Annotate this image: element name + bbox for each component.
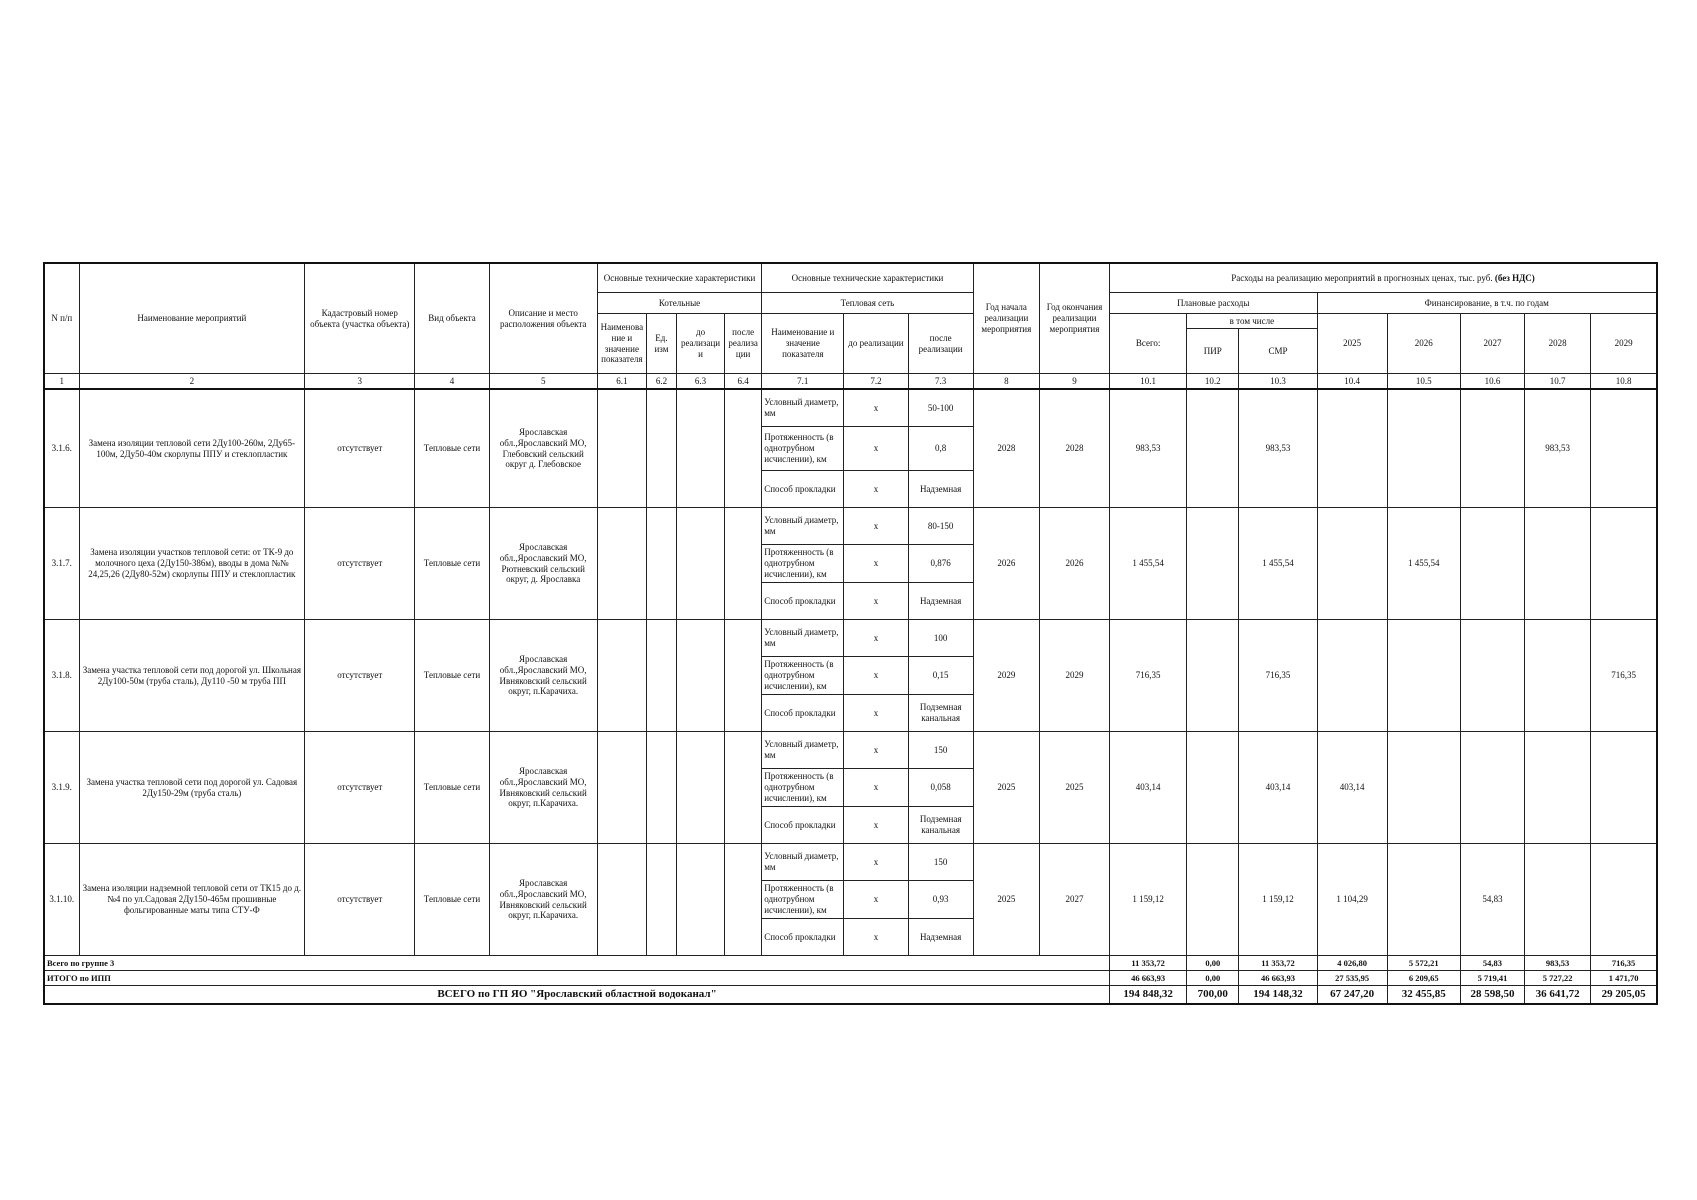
network-indicator: Способ прокладки [762,583,844,620]
total-cell: 67 247,20 [1317,986,1387,1005]
cost-2027 [1460,389,1524,508]
network-indicator: Условный диаметр, мм [762,508,844,545]
total-cell: 5 572,21 [1387,956,1460,971]
column-number: 4 [415,374,489,390]
boiler-unit [646,508,676,620]
column-number: 10.7 [1525,374,1591,390]
table-body [44,389,1657,956]
object-description: Ярославская обл.,Ярославский МО, Глебовский сельский округ д. Глебовское [489,389,597,508]
header-planned: Плановые расходы [1110,293,1318,314]
network-before: х [844,695,908,732]
measure-name: Замена участка тепловой сети под дорогой ул. Школьная 2Ду100-50м (труба сталь), Ду110 -50 м труба ПП [79,620,305,732]
boiler-unit [646,732,676,844]
table-row [44,389,1657,427]
header-tech-boilers: Основные технические характеристики [597,263,761,293]
column-number: 5 [489,374,597,390]
column-number: 1 [44,374,79,390]
network-before: х [844,471,908,508]
cost-2029 [1591,389,1657,508]
header-b-after: после реализа ции [725,314,762,374]
boiler-after [725,844,762,956]
header-total: Всего: [1110,314,1187,374]
table-row [44,620,1657,657]
cost-2029 [1591,844,1657,956]
cadastre-number: отсутствует [305,389,415,508]
boiler-before [676,508,724,620]
network-after: 0,8 [908,427,973,471]
cost-smr: 716,35 [1239,620,1317,732]
header-costs [1110,263,1657,293]
cost-total: 1 455,54 [1110,508,1187,620]
total-label: Всего по группе 3 [44,956,1110,971]
header-n-name: Наименование и значение показателя [762,314,844,374]
cost-smr: 1 455,54 [1239,508,1317,620]
year-end: 2029 [1039,620,1109,732]
column-number: 9 [1039,374,1109,390]
column-number: 7.1 [762,374,844,390]
boiler-indicator [597,732,646,844]
total-cell: 36 641,72 [1525,986,1591,1005]
network-indicator: Протяженность (в однотрубном исчислении), км [762,427,844,471]
total-cell: 54,83 [1460,956,1524,971]
network-indicator: Протяженность (в однотрубном исчислении), км [762,769,844,807]
network-before: х [844,881,908,919]
column-number: 8 [973,374,1039,390]
column-number: 6.3 [676,374,724,390]
year-start: 2029 [973,620,1039,732]
header-smr: СМР [1239,329,1317,374]
cost-2027 [1460,508,1524,620]
totals-body [44,956,1657,1005]
network-after: Надземная [908,919,973,956]
network-after: Надземная [908,471,973,508]
year-start: 2026 [973,508,1039,620]
cost-pir [1187,508,1239,620]
network-before: х [844,657,908,695]
cost-2026 [1387,620,1460,732]
column-number: 10.3 [1239,374,1317,390]
boiler-indicator [597,389,646,508]
row-number: 3.1.7. [44,508,79,620]
cost-2029 [1591,732,1657,844]
header-incl: в том числе [1187,314,1317,329]
total-cell: 5 719,41 [1460,971,1524,986]
network-indicator: Условный диаметр, мм [762,844,844,881]
total-cell: 46 663,93 [1239,971,1317,986]
network-after: 150 [908,844,973,881]
investment-program-sheet [43,262,1658,1005]
network-indicator: Протяженность (в однотрубном исчислении), км [762,545,844,583]
total-cell: 983,53 [1525,956,1591,971]
header-b-name: Наименова ние и значение показателя [597,314,646,374]
year-end: 2027 [1039,844,1109,956]
header-n-before: до реализации [844,314,908,374]
column-number: 10.4 [1317,374,1387,390]
header-y2029: 2029 [1591,314,1657,374]
network-indicator: Способ прокладки [762,695,844,732]
header-descr: Описание и место расположения объекта [489,263,597,374]
boiler-after [725,389,762,508]
cost-total: 716,35 [1110,620,1187,732]
network-indicator: Условный диаметр, мм [762,389,844,427]
measures-table [43,262,1658,1005]
header-costs-text: Расходы на реализацию мероприятий в прогнозных ценах, тыс. руб. [1231,272,1493,283]
cost-2025 [1317,389,1387,508]
total-cell: 11 353,72 [1239,956,1317,971]
network-indicator: Условный диаметр, мм [762,620,844,657]
boiler-after [725,732,762,844]
header-year-start: Год начала реализации мероприятия [973,263,1039,374]
column-number: 7.3 [908,374,973,390]
column-number: 10.5 [1387,374,1460,390]
column-number: 6.4 [725,374,762,390]
object-kind: Тепловые сети [415,620,489,732]
header-boilers: Котельные [597,293,761,314]
cost-2028 [1525,508,1591,620]
network-indicator: Протяженность (в однотрубном исчислении), км [762,657,844,695]
total-cell: 32 455,85 [1387,986,1460,1005]
table-header [44,263,1657,389]
column-number: 2 [79,374,305,390]
total-cell: 4 026,80 [1317,956,1387,971]
year-start: 2025 [973,844,1039,956]
object-kind: Тепловые сети [415,732,489,844]
cadastre-number: отсутствует [305,732,415,844]
total-cell: 1 471,70 [1591,971,1657,986]
column-number: 10.6 [1460,374,1524,390]
header-pir: ПИР [1187,329,1239,374]
header-year-end: Год окончания реализации мероприятия [1039,263,1109,374]
total-cell: 6 209,65 [1387,971,1460,986]
table-row [44,732,1657,769]
year-start: 2028 [973,389,1039,508]
network-indicator: Условный диаметр, мм [762,732,844,769]
cadastre-number: отсутствует [305,508,415,620]
total-cell: 194 148,32 [1239,986,1317,1005]
measure-name: Замена изоляции надземной тепловой сети от ТК15 до д.№4 по ул.Садовая 2Ду150-465м прошивные фольгированные маты типа СТУ-Ф [79,844,305,956]
header-tech-network: Основные технические характеристики [762,263,974,293]
cost-pir [1187,732,1239,844]
cost-2027 [1460,732,1524,844]
row-number: 3.1.10. [44,844,79,956]
total-cell: 46 663,93 [1110,971,1187,986]
header-b-unit: Ед. изм [646,314,676,374]
year-end: 2026 [1039,508,1109,620]
grand-total-label: ВСЕГО по ГП ЯО "Ярославский областной водоканал" [44,986,1110,1005]
network-before: х [844,389,908,427]
cadastre-number: отсутствует [305,620,415,732]
boiler-indicator [597,844,646,956]
total-cell: 194 848,32 [1110,986,1187,1005]
boiler-after [725,620,762,732]
total-cell: 700,00 [1187,986,1239,1005]
header-network: Тепловая сеть [762,293,974,314]
network-after: 0,876 [908,545,973,583]
column-numbers-row [44,374,1657,390]
network-before: х [844,769,908,807]
table-row [44,508,1657,545]
total-cell: 28 598,50 [1460,986,1524,1005]
cost-2026 [1387,732,1460,844]
total-row-ipp [44,971,1657,986]
header-name: Наименование мероприятий [79,263,305,374]
object-description: Ярославская обл.,Ярославский МО, Ивняковский сельский округ, п.Карачиха. [489,844,597,956]
boiler-before [676,844,724,956]
cost-2025 [1317,508,1387,620]
total-cell: 5 727,22 [1525,971,1591,986]
cost-smr: 1 159,12 [1239,844,1317,956]
cost-smr: 983,53 [1239,389,1317,508]
cost-2025: 403,14 [1317,732,1387,844]
total-label: ИТОГО по ИПП [44,971,1110,986]
column-number: 10.2 [1187,374,1239,390]
cost-smr: 403,14 [1239,732,1317,844]
network-before: х [844,508,908,545]
cost-2028: 983,53 [1525,389,1591,508]
network-after: Подземная канальная [908,807,973,844]
total-row-group3 [44,956,1657,971]
header-y2026: 2026 [1387,314,1460,374]
cost-2025 [1317,620,1387,732]
boiler-unit [646,844,676,956]
network-after: 150 [908,732,973,769]
cost-2026 [1387,844,1460,956]
cadastre-number: отсутствует [305,844,415,956]
total-cell: 716,35 [1591,956,1657,971]
network-after: 0,15 [908,657,973,695]
column-number: 3 [305,374,415,390]
network-indicator: Способ прокладки [762,471,844,508]
object-description: Ярославская обл.,Ярославский МО, Рютневский сельский округ, д. Ярославка [489,508,597,620]
header-financing: Финансирование, в т.ч. по годам [1317,293,1657,314]
boiler-unit [646,620,676,732]
network-after: 50-100 [908,389,973,427]
total-cell: 0,00 [1187,971,1239,986]
network-after: 80-150 [908,508,973,545]
cost-total: 403,14 [1110,732,1187,844]
header-n-after: после реализации [908,314,973,374]
network-indicator: Способ прокладки [762,807,844,844]
network-before: х [844,844,908,881]
cost-2026: 1 455,54 [1387,508,1460,620]
object-description: Ярославская обл.,Ярославский МО, Ивняковский сельский округ, п.Карачиха. [489,620,597,732]
header-y2027: 2027 [1460,314,1524,374]
network-before: х [844,732,908,769]
cost-2029 [1591,508,1657,620]
column-number: 10.1 [1110,374,1187,390]
cost-pir [1187,389,1239,508]
network-before: х [844,583,908,620]
header-kind: Вид объекта [415,263,489,374]
network-after: Подземная канальная [908,695,973,732]
header-y2028: 2028 [1525,314,1591,374]
cost-2028 [1525,844,1591,956]
total-cell: 11 353,72 [1110,956,1187,971]
table-row [44,844,1657,881]
row-number: 3.1.8. [44,620,79,732]
cost-2025: 1 104,29 [1317,844,1387,956]
network-after: 100 [908,620,973,657]
total-cell: 27 535,95 [1317,971,1387,986]
boiler-unit [646,389,676,508]
cost-2029: 716,35 [1591,620,1657,732]
column-number: 6.2 [646,374,676,390]
year-end: 2025 [1039,732,1109,844]
header-n: N п/п [44,263,79,374]
header-costs-vat: (без НДС) [1494,272,1535,283]
column-number: 6.1 [597,374,646,390]
network-before: х [844,427,908,471]
boiler-indicator [597,620,646,732]
object-kind: Тепловые сети [415,508,489,620]
total-cell: 29 205,05 [1591,986,1657,1005]
total-cell: 0,00 [1187,956,1239,971]
row-number: 3.1.9. [44,732,79,844]
year-end: 2028 [1039,389,1109,508]
boiler-indicator [597,508,646,620]
boiler-after [725,508,762,620]
boiler-before [676,620,724,732]
column-number: 7.2 [844,374,908,390]
object-kind: Тепловые сети [415,389,489,508]
measure-name: Замена изоляции тепловой сети 2Ду100-260м, 2Ду65-100м, 2Ду50-40м скорлупы ППУ и стеклопластик [79,389,305,508]
network-after: 0,058 [908,769,973,807]
network-before: х [844,807,908,844]
header-b-before: до реализаци и [676,314,724,374]
network-after: Надземная [908,583,973,620]
year-start: 2025 [973,732,1039,844]
cost-pir [1187,844,1239,956]
network-before: х [844,620,908,657]
object-kind: Тепловые сети [415,844,489,956]
header-y2025: 2025 [1317,314,1387,374]
cost-2027: 54,83 [1460,844,1524,956]
column-number: 10.8 [1591,374,1657,390]
cost-2027 [1460,620,1524,732]
cost-total: 1 159,12 [1110,844,1187,956]
network-before: х [844,545,908,583]
network-before: х [844,919,908,956]
total-row-grand [44,986,1657,1005]
network-after: 0,93 [908,881,973,919]
measure-name: Замена участка тепловой сети под дорогой ул. Садовая 2Ду150-29м (труба сталь) [79,732,305,844]
measure-name: Замена изоляции участков тепловой сети: от ТК-9 до молочного цеха (2Ду150-386м), вводы в дома №№ 24,25,26 (2Ду80-52м) скорлупы ППУ и стеклопластик [79,508,305,620]
boiler-before [676,732,724,844]
cost-2028 [1525,620,1591,732]
cost-pir [1187,620,1239,732]
network-indicator: Протяженность (в однотрубном исчислении), км [762,881,844,919]
boiler-before [676,389,724,508]
cost-total: 983,53 [1110,389,1187,508]
row-number: 3.1.6. [44,389,79,508]
header-cadastre: Кадастровый номер объекта (участка объекта) [305,263,415,374]
cost-2026 [1387,389,1460,508]
cost-2028 [1525,732,1591,844]
object-description: Ярославская обл.,Ярославский МО, Ивняковский сельский округ, п.Карачиха. [489,732,597,844]
network-indicator: Способ прокладки [762,919,844,956]
